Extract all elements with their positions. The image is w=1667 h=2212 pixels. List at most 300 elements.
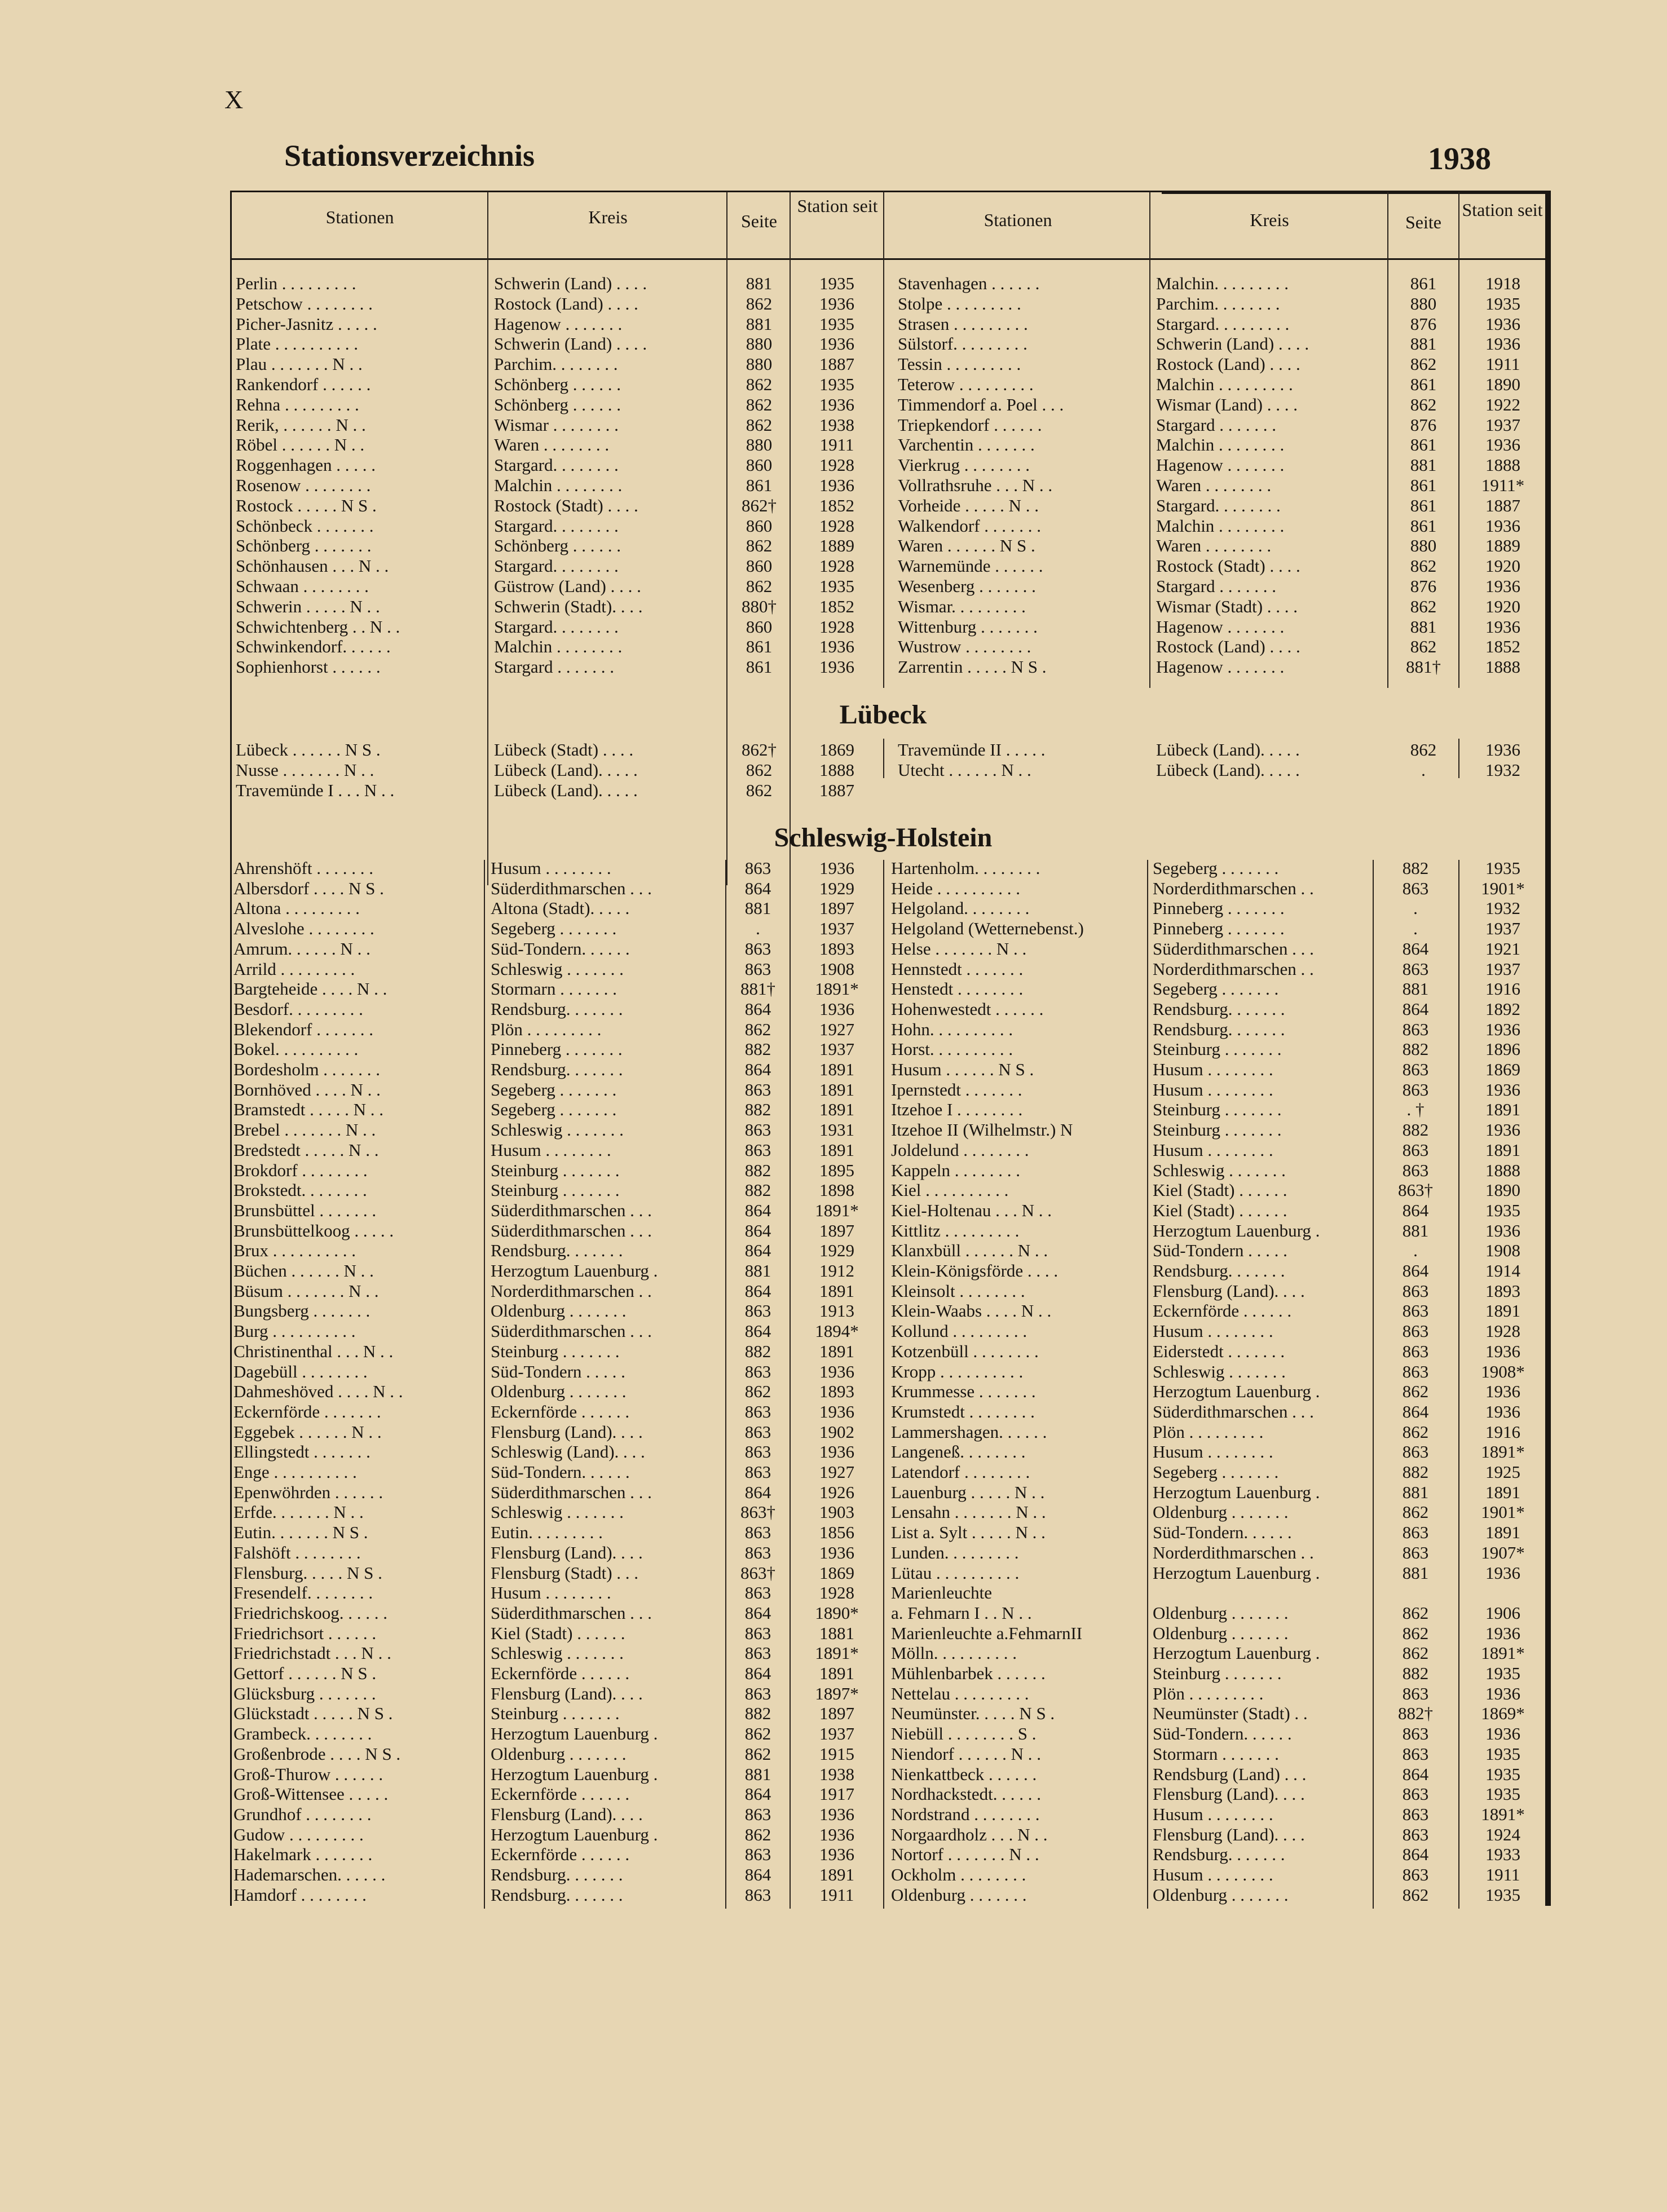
station-seit-year: 1869 xyxy=(819,740,854,760)
station-seit-year: 1920 xyxy=(1485,556,1520,576)
station-name: Hademarschen. . . . . . xyxy=(233,1865,386,1884)
kreis-name: Lübeck (Land). . . . . xyxy=(494,760,638,780)
station-seit-year: 1936 xyxy=(819,1824,854,1844)
kreis-name: Stargard. . . . . . . . . xyxy=(1156,314,1290,334)
kreis-name: Rostock (Land) . . . . xyxy=(494,293,638,314)
seite-number: 881 xyxy=(746,273,773,293)
station-name: Albersdorf . . . . N S . xyxy=(233,878,384,898)
station-name: Vierkrug . . . . . . . . xyxy=(898,455,1030,475)
seite-number: 876 xyxy=(1410,314,1437,334)
station-name: Mühlenbarbek . . . . . . xyxy=(891,1663,1046,1683)
kreis-name: Oldenburg . . . . . . . xyxy=(1153,1623,1289,1643)
kreis-name: Steinburg . . . . . . . xyxy=(1153,1120,1282,1140)
table-row xyxy=(0,1200,1635,1221)
table-row xyxy=(0,1825,1635,1845)
header-station-seit-left: Station seit xyxy=(797,196,878,216)
seite-number: 862 xyxy=(1402,1602,1429,1623)
station-name: Marienleuchte a.FehmarnII xyxy=(891,1623,1083,1643)
seite-number: 863 xyxy=(1402,1804,1429,1824)
station-seit-year: 1936 xyxy=(819,999,854,1019)
station-seit-year: 1895 xyxy=(819,1160,854,1180)
station-name: Friedrichsort . . . . . . xyxy=(233,1623,377,1643)
station-name: Falshöft . . . . . . . . xyxy=(233,1542,361,1562)
station-seit-year: 1891 xyxy=(819,1059,854,1079)
table-row xyxy=(0,1442,1635,1462)
station-name: Wismar. . . . . . . . . xyxy=(898,596,1026,616)
kreis-name: Lübeck (Land). . . . . xyxy=(494,780,638,800)
station-seit-year: 1936 xyxy=(819,394,854,414)
seite-number: 863 xyxy=(744,1522,771,1543)
seite-number: 862 xyxy=(1402,1623,1429,1643)
station-name: Christinenthal . . . N . . xyxy=(233,1341,394,1361)
station-seit-year: 1936 xyxy=(819,858,854,878)
seite-number: 880 xyxy=(746,435,773,455)
table-row xyxy=(0,1120,1635,1140)
kreis-name: Süd-Tondern. . . . . . xyxy=(491,1462,630,1482)
station-seit-year: 1898 xyxy=(819,1180,854,1200)
station-seit-year: 1936 xyxy=(819,1804,854,1824)
station-name: Kiel . . . . . . . . . . xyxy=(891,1180,1009,1200)
seite-number: . xyxy=(1413,898,1418,919)
kreis-name: Oldenburg . . . . . . . xyxy=(491,1743,627,1764)
header-seite-right: Seite xyxy=(1405,212,1441,232)
kreis-name: Husum . . . . . . . . xyxy=(1153,1059,1273,1079)
table-row xyxy=(0,374,1635,395)
kreis-name: Herzogtum Lauenburg . xyxy=(491,1724,658,1744)
kreis-name: Süderdithmarschen . . . xyxy=(491,878,652,898)
station-seit-year: 1936 xyxy=(1485,1079,1520,1100)
station-seit-year: 1891 xyxy=(819,1100,854,1120)
station-seit-year: 1937 xyxy=(819,1724,854,1744)
table-row xyxy=(0,435,1635,455)
station-seit-year: 1936 xyxy=(1485,314,1520,334)
table-row xyxy=(0,1563,1635,1583)
seite-number: 881 xyxy=(1402,1482,1429,1502)
kreis-name: Schleswig . . . . . . . xyxy=(1153,1160,1286,1180)
station-seit-year: 1935 xyxy=(1485,1663,1520,1683)
table-row xyxy=(0,1281,1635,1301)
table-row xyxy=(0,516,1635,536)
seite-number: 863 xyxy=(1402,1522,1429,1543)
seite-number: 861 xyxy=(1410,273,1437,293)
station-name: Rankendorf . . . . . . xyxy=(236,374,371,394)
seite-number: 861 xyxy=(1410,435,1437,455)
station-name: Vorheide . . . . . N . . xyxy=(898,495,1039,515)
table-row xyxy=(0,1140,1635,1160)
kreis-name: Rendsburg. . . . . . . xyxy=(1153,999,1285,1019)
table-row xyxy=(0,273,1635,294)
seite-number: 861 xyxy=(1410,374,1437,394)
station-seit-year: 1936 xyxy=(1485,1341,1520,1361)
seite-number: 862 xyxy=(744,1019,771,1039)
station-seit-year: 1891 xyxy=(819,1865,854,1884)
station-name: Brokstedt. . . . . . . . xyxy=(233,1180,367,1200)
station-seit-year: 1893 xyxy=(819,938,854,959)
table-row xyxy=(0,1059,1635,1080)
station-name: Ipernstedt . . . . . . . xyxy=(891,1079,1022,1100)
kreis-name: Rostock (Stadt) . . . . xyxy=(1156,556,1300,576)
station-name: Stavenhagen . . . . . . xyxy=(898,273,1040,293)
seite-number: 863† xyxy=(1398,1180,1433,1200)
station-name: Bramstedt . . . . . N . . xyxy=(233,1100,384,1120)
seite-number: 863† xyxy=(740,1502,775,1522)
header-seite-left: Seite xyxy=(741,211,777,231)
seite-number: 881 xyxy=(744,898,771,919)
seite-number: 881 xyxy=(1410,455,1437,475)
kreis-name: Steinburg . . . . . . . xyxy=(1153,1100,1282,1120)
seite-number: 864 xyxy=(1402,999,1429,1019)
station-name: Friedrichskoog. . . . . . xyxy=(233,1602,387,1623)
station-name: Klein-Königsförde . . . . xyxy=(891,1261,1059,1281)
station-seit-year: 1928 xyxy=(819,616,854,637)
station-seit-year: 1926 xyxy=(819,1482,854,1502)
kreis-name: Wismar (Land) . . . . xyxy=(1156,394,1298,414)
seite-number: 863 xyxy=(1402,1019,1429,1039)
station-name: Brux . . . . . . . . . . xyxy=(233,1240,356,1261)
station-seit-year: 1936 xyxy=(819,637,854,657)
station-name: Schwichtenberg . . N . . xyxy=(236,616,400,637)
station-name: Warnemünde . . . . . . xyxy=(898,556,1043,576)
station-seit-year: 1888 xyxy=(1485,455,1520,475)
kreis-name: Herzogtum Lauenburg . xyxy=(1153,1381,1320,1402)
station-seit-year: 1935 xyxy=(819,314,854,334)
station-seit-year: 1891* xyxy=(815,1200,859,1220)
table-row xyxy=(0,760,1635,780)
seite-number: 880 xyxy=(1410,536,1437,556)
kreis-name: Steinburg . . . . . . . xyxy=(491,1160,620,1180)
seite-number: 862† xyxy=(742,740,777,760)
station-name: Bornhöved . . . . N . . xyxy=(233,1079,381,1100)
station-name: Arrild . . . . . . . . . xyxy=(233,959,355,979)
station-seit-year: 1928 xyxy=(819,455,854,475)
station-name: Sophienhorst . . . . . . xyxy=(236,657,381,677)
kreis-name: Flensburg (Stadt) . . . xyxy=(491,1562,639,1583)
table-row xyxy=(0,1180,1635,1200)
station-name: Blekendorf . . . . . . . xyxy=(233,1019,373,1039)
page-title: Stationsverzeichnis xyxy=(284,139,535,173)
station-name: Sülstorf. . . . . . . . . xyxy=(898,334,1027,354)
seite-number: 863 xyxy=(744,1683,771,1703)
kreis-name: Schwerin (Land) . . . . xyxy=(494,334,647,354)
kreis-name: Rostock (Land) . . . . xyxy=(1156,354,1300,374)
station-name: Heide . . . . . . . . . . xyxy=(891,878,1021,898)
seite-number: 863† xyxy=(740,1562,775,1583)
station-name: Brebel . . . . . . . N . . xyxy=(233,1120,376,1140)
kreis-name: Eckernförde . . . . . . xyxy=(491,1663,630,1683)
kreis-name: Pinneberg . . . . . . . xyxy=(1153,898,1285,919)
kreis-name: Lübeck (Stadt) . . . . xyxy=(494,740,634,760)
station-name: Lunden. . . . . . . . . xyxy=(891,1542,1019,1562)
table-row xyxy=(0,1724,1635,1744)
table-row xyxy=(0,1764,1635,1785)
station-seit-year: 1908 xyxy=(1485,1240,1520,1261)
table-row xyxy=(0,1019,1635,1040)
station-name: Nortorf . . . . . . . N . . xyxy=(891,1844,1039,1865)
seite-number: 881 xyxy=(1402,1220,1429,1240)
seite-number: 881 xyxy=(1402,979,1429,999)
station-seit-year: 1891 xyxy=(819,1079,854,1100)
station-seit-year: 1852 xyxy=(819,596,854,616)
station-name: Kappeln . . . . . . . . xyxy=(891,1160,1021,1180)
station-seit-year: 1935 xyxy=(1485,858,1520,878)
station-name: Ellingstedt . . . . . . . xyxy=(233,1442,371,1462)
table-row xyxy=(0,334,1635,354)
kreis-name: Norderdithmarschen . . xyxy=(1153,1542,1314,1562)
seite-number: 862 xyxy=(1410,637,1437,657)
kreis-name: Flensburg (Land). . . . xyxy=(1153,1281,1305,1301)
station-name: Husum . . . . . . N S . xyxy=(891,1059,1034,1079)
station-seit-year: 1888 xyxy=(1485,657,1520,677)
station-seit-year: 1935 xyxy=(1485,1884,1520,1905)
seite-number: 882 xyxy=(744,1341,771,1361)
seite-number: 864 xyxy=(1402,1764,1429,1784)
seite-number: 863 xyxy=(744,1421,771,1442)
station-seit-year: 1890* xyxy=(815,1602,859,1623)
table-row xyxy=(0,780,1635,801)
kreis-name: Malchin. . . . . . . . . xyxy=(1156,273,1289,293)
seite-number: 863 xyxy=(744,1361,771,1381)
station-seit-year: 1903 xyxy=(819,1502,854,1522)
station-name: Varchentin . . . . . . . xyxy=(898,435,1035,455)
station-seit-year: 1933 xyxy=(1485,1844,1520,1865)
kreis-name: Rendsburg. . . . . . . xyxy=(491,999,623,1019)
kreis-name: Herzogtum Lauenburg . xyxy=(491,1261,658,1281)
kreis-name: Segeberg . . . . . . . xyxy=(491,1079,617,1100)
seite-number: 862 xyxy=(1410,556,1437,576)
seite-number: 863 xyxy=(744,1583,771,1603)
seite-number: 881 xyxy=(744,1764,771,1784)
kreis-name: Rendsburg. . . . . . . xyxy=(491,1884,623,1905)
kreis-name: Schwerin (Land) . . . . xyxy=(494,273,647,293)
seite-number: . xyxy=(1421,760,1426,780)
station-name: Lammershagen. . . . . . xyxy=(891,1421,1047,1442)
station-name: Nettelau . . . . . . . . . xyxy=(891,1683,1029,1703)
seite-number: 881 xyxy=(1410,616,1437,637)
kreis-name: Steinburg . . . . . . . xyxy=(491,1341,620,1361)
seite-number: 880 xyxy=(746,354,773,374)
kreis-name: Wismar (Stadt) . . . . xyxy=(1156,596,1298,616)
seite-number: 862 xyxy=(746,394,773,414)
station-seit-year: 1936 xyxy=(1485,1381,1520,1402)
station-name: Mölln. . . . . . . . . . xyxy=(891,1643,1017,1663)
page-roman-numeral: X xyxy=(224,85,244,114)
station-name: Hohn. . . . . . . . . . xyxy=(891,1019,1013,1039)
station-name: Eckernförde . . . . . . . xyxy=(233,1401,381,1421)
kreis-name: Rendsburg. . . . . . . xyxy=(1153,1019,1285,1039)
seite-number: 881† xyxy=(1406,657,1441,677)
seite-number: 861 xyxy=(746,475,773,495)
kreis-name: Husum . . . . . . . . xyxy=(1153,1442,1273,1462)
station-seit-year: 1891* xyxy=(815,1643,859,1663)
station-seit-year: 1901* xyxy=(1481,878,1525,898)
station-name: Besdorf. . . . . . . . . xyxy=(233,999,363,1019)
kreis-name: Malchin . . . . . . . . xyxy=(1156,435,1285,455)
kreis-name: Süderdithmarschen . . . xyxy=(491,1602,652,1623)
seite-number: 882 xyxy=(1402,1462,1429,1482)
seite-number: 863 xyxy=(1402,1140,1429,1160)
table-row xyxy=(0,858,1635,878)
seite-number: 862 xyxy=(744,1381,771,1402)
table-row xyxy=(0,657,1635,677)
seite-number: 882† xyxy=(1398,1703,1433,1724)
station-name: Schönbeck . . . . . . . xyxy=(236,515,374,536)
table-row xyxy=(0,959,1635,979)
station-seit-year: 1891 xyxy=(1485,1100,1520,1120)
kreis-name: Eiderstedt . . . . . . . xyxy=(1153,1341,1285,1361)
seite-number: 863 xyxy=(1402,1341,1429,1361)
station-seit-year: 1907* xyxy=(1481,1542,1525,1562)
station-name: Schwinkendorf. . . . . . xyxy=(236,637,391,657)
table-row xyxy=(0,1885,1635,1905)
station-seit-year: 1927 xyxy=(819,1462,854,1482)
kreis-name: Norderdithmarschen . . xyxy=(491,1281,652,1301)
station-name: Picher-Jasnitz . . . . . xyxy=(236,314,377,334)
seite-number: 882 xyxy=(744,1039,771,1059)
kreis-name: Süd-Tondern . . . . . xyxy=(491,1361,625,1381)
seite-number: 863 xyxy=(744,1804,771,1824)
table-row xyxy=(0,1039,1635,1059)
station-name: Fresendelf. . . . . . . . xyxy=(233,1583,373,1603)
station-name: Roggenhagen . . . . . xyxy=(236,455,376,475)
seite-number: 862 xyxy=(746,293,773,314)
seite-number: 861 xyxy=(1410,475,1437,495)
seite-number: 881† xyxy=(740,979,775,999)
table-row xyxy=(0,878,1635,899)
table-row xyxy=(0,415,1635,435)
station-name: Hennstedt . . . . . . . xyxy=(891,959,1024,979)
station-seit-year: 1911 xyxy=(819,435,854,455)
station-seit-year: 1936 xyxy=(1485,616,1520,637)
station-seit-year: 1928 xyxy=(819,515,854,536)
seite-number: 862 xyxy=(746,374,773,394)
kreis-name: Schönberg . . . . . . xyxy=(494,536,621,556)
station-name: Wesenberg . . . . . . . xyxy=(898,576,1036,596)
seite-number: 862 xyxy=(744,1743,771,1764)
station-seit-year: 1936 xyxy=(1485,1562,1520,1583)
seite-number: 862 xyxy=(1410,394,1437,414)
kreis-name: Güstrow (Land) . . . . xyxy=(494,576,641,596)
table-row xyxy=(0,1261,1635,1281)
station-seit-year: 1891 xyxy=(1485,1482,1520,1502)
kreis-name: Flensburg (Land). . . . xyxy=(1153,1824,1305,1844)
station-seit-year: 1916 xyxy=(1485,979,1520,999)
kreis-name: Plön . . . . . . . . . xyxy=(1153,1421,1264,1442)
station-seit-year: 1889 xyxy=(1485,536,1520,556)
station-seit-year: 1922 xyxy=(1485,394,1520,414)
station-name: Bargteheide . . . . N . . xyxy=(233,979,387,999)
seite-number: 864 xyxy=(1402,1401,1429,1421)
seite-number: 862 xyxy=(744,1824,771,1844)
seite-number: 864 xyxy=(744,1281,771,1301)
table-row xyxy=(0,1080,1635,1100)
station-seit-year: 1891 xyxy=(1485,1140,1520,1160)
station-seit-year: 1936 xyxy=(1485,435,1520,455)
seite-number: 863 xyxy=(1402,1683,1429,1703)
station-name: Dagebüll . . . . . . . . xyxy=(233,1361,368,1381)
station-name: Rostock . . . . . N S . xyxy=(236,495,377,515)
station-seit-year: 1852 xyxy=(1485,637,1520,657)
seite-number: 881 xyxy=(1410,334,1437,354)
seite-number: 882 xyxy=(1402,1120,1429,1140)
seite-number: 880† xyxy=(742,596,777,616)
station-seit-year: 1936 xyxy=(819,1361,854,1381)
kreis-name: Herzogtum Lauenburg . xyxy=(491,1824,658,1844)
kreis-name: Segeberg . . . . . . . xyxy=(491,1100,617,1120)
seite-number: 863 xyxy=(744,1542,771,1562)
station-seit-year: 1932 xyxy=(1485,898,1520,919)
kreis-name: Rendsburg (Land) . . . xyxy=(1153,1764,1307,1784)
seite-number: 864 xyxy=(1402,1200,1429,1220)
seite-number: . xyxy=(1413,919,1418,939)
kreis-name: Parchim. . . . . . . . xyxy=(494,354,618,374)
table-row xyxy=(0,979,1635,999)
kreis-name: Rendsburg. . . . . . . xyxy=(491,1240,623,1261)
station-name: Schönhausen . . . N . . xyxy=(236,556,389,576)
kreis-name: Husum . . . . . . . . xyxy=(1153,1079,1273,1100)
table-row xyxy=(0,1240,1635,1261)
station-seit-year: 1938 xyxy=(819,414,854,435)
station-seit-year: 1911 xyxy=(1485,1865,1520,1884)
station-name: Burg . . . . . . . . . . xyxy=(233,1321,356,1341)
station-name: Krummesse . . . . . . . xyxy=(891,1381,1036,1402)
kreis-name: Eckernförde . . . . . . xyxy=(491,1784,630,1804)
station-name: Strasen . . . . . . . . . xyxy=(898,314,1028,334)
kreis-name: Kiel (Stadt) . . . . . . xyxy=(491,1623,625,1643)
table-row xyxy=(0,1362,1635,1382)
section-title-luebeck: Lübeck xyxy=(839,700,927,730)
station-seit-year: 1936 xyxy=(1485,515,1520,536)
table-row xyxy=(0,496,1635,516)
seite-number: 860 xyxy=(746,515,773,536)
table-frame-top-right xyxy=(1162,191,1551,194)
kreis-name: Waren . . . . . . . . xyxy=(494,435,610,455)
seite-number: 882 xyxy=(744,1160,771,1180)
station-seit-year: 1935 xyxy=(1485,1764,1520,1784)
station-seit-year: 1937 xyxy=(1485,414,1520,435)
table-row xyxy=(0,1543,1635,1563)
station-name: Niebüll . . . . . . . . S . xyxy=(891,1724,1037,1744)
station-name: Plau . . . . . . . N . . xyxy=(236,354,363,374)
station-seit-year: 1891* xyxy=(815,979,859,999)
kreis-name: Lübeck (Land). . . . . xyxy=(1156,740,1300,760)
kreis-name: Schleswig . . . . . . . xyxy=(491,1502,624,1522)
kreis-name: Rendsburg. . . . . . . xyxy=(1153,1844,1285,1865)
kreis-name: Süd-Tondern. . . . . . xyxy=(1153,1522,1292,1543)
kreis-name: Neumünster (Stadt) . . xyxy=(1153,1703,1308,1724)
station-name: Nienkattbeck . . . . . . xyxy=(891,1764,1037,1784)
station-seit-year: 1914 xyxy=(1485,1261,1520,1281)
station-name: Erfde. . . . . . . N . . xyxy=(233,1502,364,1522)
station-seit-year: 1913 xyxy=(819,1301,854,1321)
station-seit-year: 1931 xyxy=(819,1120,854,1140)
kreis-name: Husum . . . . . . . . xyxy=(1153,1804,1273,1824)
station-name: Groß-Wittensee . . . . . xyxy=(233,1784,389,1804)
station-seit-year: 1920 xyxy=(1485,596,1520,616)
station-name: Itzehoe I . . . . . . . . xyxy=(891,1100,1023,1120)
station-seit-year: 1897 xyxy=(819,1703,854,1724)
station-name: Latendorf . . . . . . . . xyxy=(891,1462,1030,1482)
station-name: Oldenburg . . . . . . . xyxy=(891,1884,1027,1905)
station-name: Krumstedt . . . . . . . . xyxy=(891,1401,1035,1421)
station-name: Klanxbüll . . . . . . N . . xyxy=(891,1240,1048,1261)
station-name: Triepkendorf . . . . . . xyxy=(898,414,1042,435)
kreis-name: Stargard. . . . . . . . xyxy=(494,616,619,637)
station-seit-year: 1902 xyxy=(819,1421,854,1442)
kreis-name: Segeberg . . . . . . . xyxy=(1153,1462,1279,1482)
station-name: Hakelmark . . . . . . . xyxy=(233,1844,373,1865)
table-row xyxy=(0,1804,1635,1825)
table-row xyxy=(0,1703,1635,1724)
